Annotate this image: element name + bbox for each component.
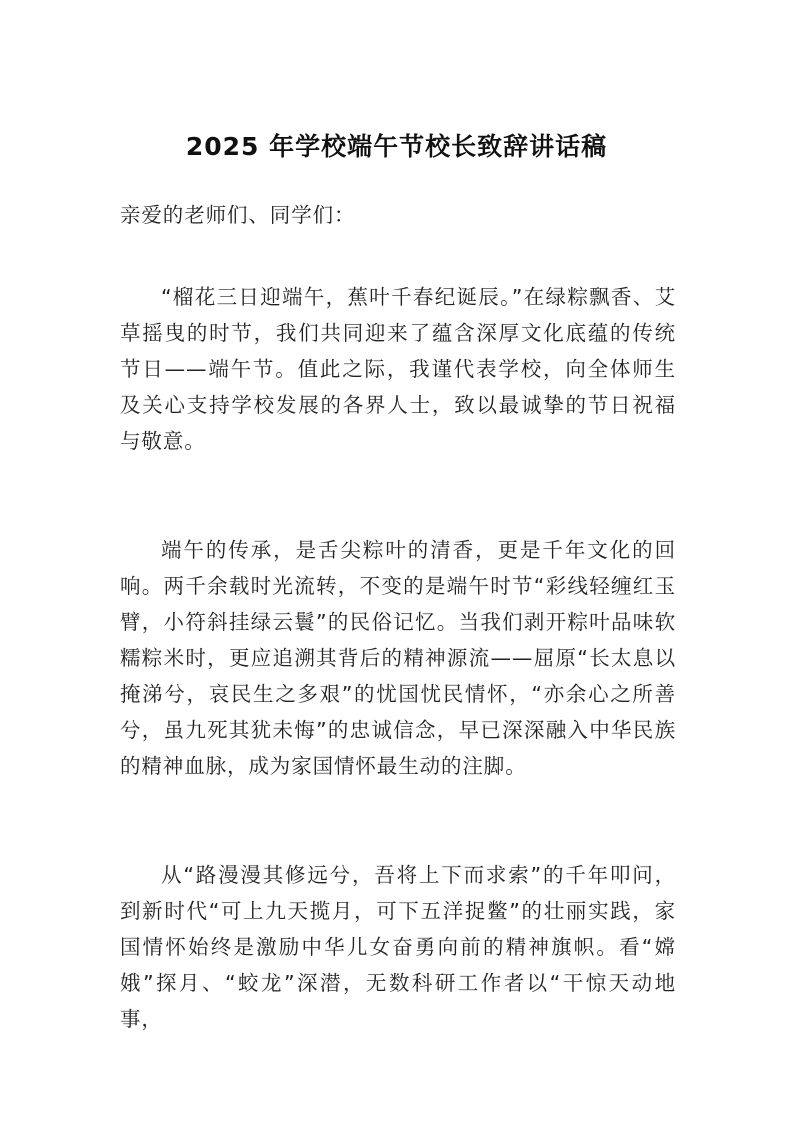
document-title: 2025 年学校端午节校长致辞讲话稿	[185, 132, 608, 161]
paragraph-text: 从“路漫漫其修远兮，吾将上下而求索”的千年叩问，到新时代“可上九天揽月，可下五洋捉鳖”的壮丽实践，家国情怀始终是激励中华儿女奋勇向前的精神旗帜。看“嫦娥”探月、“蛟龙”深潜，无数科研工作者以“干惊天动地事，	[120, 863, 676, 1031]
paragraph-text: “榴花三日迎端午，蕉叶千春纪诞辰。”在绿粽飘香、艾草摇曳的时节，我们共同迎来了蕴含深厚文化底蕴的传统节日——端午节。值此之际，我谨代表学校，向全体师生及关心支持学校发展的各界人士，致以最诚挚的节日祝福与敬意。	[120, 285, 676, 453]
paragraph-text: 端午的传承，是舌尖粽叶的清香，更是千年文化的回响。两千余载时光流转，不变的是端午时节“彩线轻缠红玉臂，小符斜挂绿云鬟”的民俗记忆。当我们剥开粽叶品味软糯粽米时，更应追溯其背后的精神源流——屈原“长太息以掩涕兮，哀民生之多艰”的忧国忧民情怀，“亦余心之所善兮，虽九死其犹未悔”的忠诚信念，早已深深融入中华民族的精神血脉，成为家国情怀最生动的注脚。	[120, 538, 676, 778]
paragraph-2	[120, 532, 676, 784]
paragraph-3	[120, 857, 676, 1037]
paragraph-1	[120, 279, 676, 459]
greeting: 亲爱的老师们、同学们：	[120, 203, 356, 227]
